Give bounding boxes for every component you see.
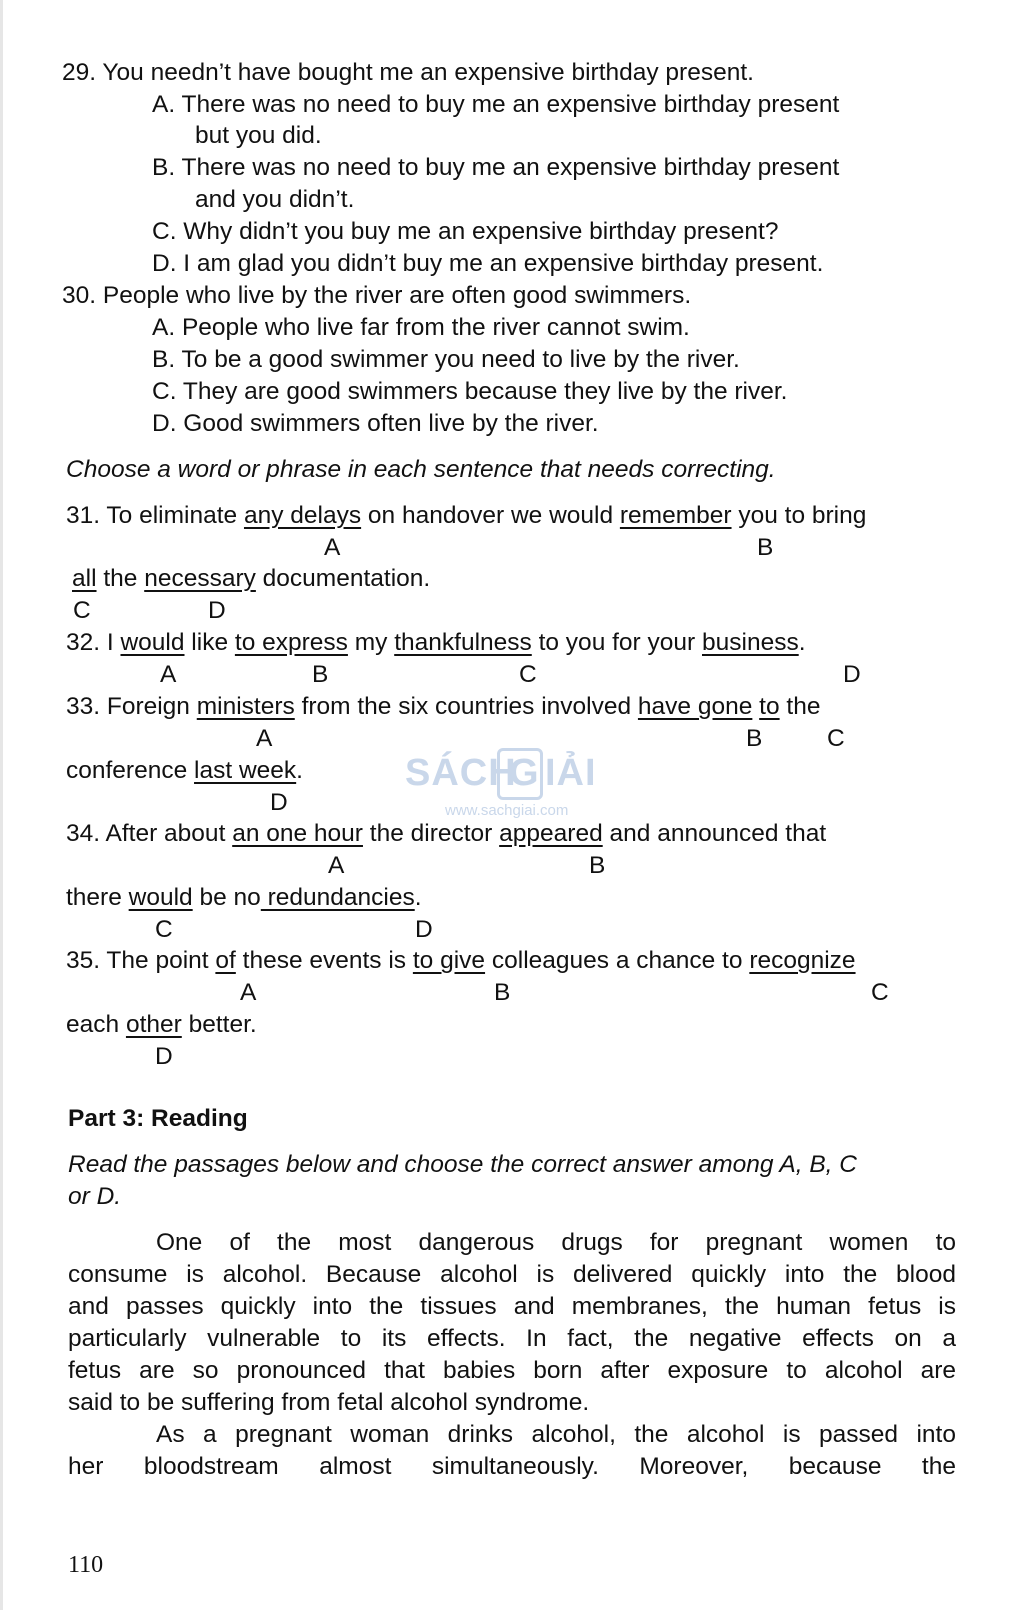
q33-label-b: B bbox=[746, 725, 763, 752]
q29-option-a-line1: A. There was no need to buy me an expensive birthday present bbox=[152, 91, 840, 118]
passage-line-5: fetus are so pronounced that babies born after exposure to alcohol are bbox=[68, 1357, 956, 1384]
reading-instruction-line2: or D. bbox=[68, 1183, 122, 1210]
passage-line-1: One of the most dangerous drugs for pregnant women to bbox=[156, 1229, 956, 1256]
q31-underline-a: any delays bbox=[243, 502, 362, 529]
q34-label-d: D bbox=[415, 916, 433, 943]
q29-option-b-line2: and you didn’t. bbox=[195, 186, 355, 213]
q34-label-a: A bbox=[328, 852, 345, 879]
q33-label-a: A bbox=[256, 725, 273, 752]
passage-line-7: As a pregnant woman drinks alcohol, the alcohol is passed into bbox=[156, 1421, 956, 1448]
q31-label-d: D bbox=[208, 597, 226, 624]
q31-underline-c: all bbox=[72, 565, 97, 592]
page-number: 110 bbox=[68, 1552, 104, 1578]
q32-line1: 32. I would like to express my thankfulness to you for your business. bbox=[66, 629, 806, 656]
q31-label-a: A bbox=[324, 534, 341, 561]
q33-line2: conference last week. bbox=[66, 757, 303, 784]
q35-line1: 35. The point of these events is to give colleagues a chance to recognize bbox=[66, 947, 856, 974]
q34-underline-b: appeared bbox=[499, 820, 603, 847]
q31-underline-b: remember bbox=[619, 502, 732, 529]
q30-option-a: A. People who live far from the river cannot swim. bbox=[152, 314, 690, 341]
q35-line2: each other better. bbox=[66, 1011, 257, 1038]
q34-label-b: B bbox=[589, 852, 606, 879]
q31-label-b: B bbox=[757, 534, 774, 561]
q33-underline-a: ministers bbox=[196, 693, 295, 720]
q30-option-d: D. Good swimmers often live by the river. bbox=[152, 410, 599, 437]
passage-line-3: and passes quickly into the tissues and membranes, the human fetus is bbox=[68, 1293, 956, 1320]
passage-line-8: her bloodstream almost simultaneously. Moreover, because the bbox=[68, 1453, 956, 1480]
q30-option-c: C. They are good swimmers because they live by the river. bbox=[152, 378, 788, 405]
q32-underline-d: business bbox=[702, 629, 799, 656]
passage-line-2: consume is alcohol. Because alcohol is delivered quickly into the blood bbox=[68, 1261, 956, 1288]
q30-stem: 30. People who live by the river are often good swimmers. bbox=[62, 282, 692, 309]
page-edge bbox=[0, 0, 3, 1610]
q34-underline-c: would bbox=[128, 884, 193, 911]
q29-option-c: C. Why didn’t you buy me an expensive birthday present? bbox=[152, 218, 779, 245]
q30-option-b: B. To be a good swimmer you need to live by the river. bbox=[152, 346, 740, 373]
q32-label-a: A bbox=[160, 661, 177, 688]
q29-option-a-line2: but you did. bbox=[195, 122, 322, 149]
q29-option-b-line1: B. There was no need to buy me an expensive birthday present bbox=[152, 154, 840, 181]
q32-underline-b: to express bbox=[234, 629, 348, 656]
watermark-url: www.sachgiai.com bbox=[445, 802, 569, 819]
q35-label-a: A bbox=[240, 979, 257, 1006]
q29-stem: 29. You needn’t have bought me an expensive birthday present. bbox=[62, 59, 754, 86]
q35-underline-c: recognize bbox=[749, 947, 856, 974]
q32-label-c: C bbox=[519, 661, 537, 688]
q35-label-b: B bbox=[494, 979, 511, 1006]
q33-underline-c: to bbox=[759, 693, 780, 720]
q31-line1: 31. To eliminate any delays on handover we would remember you to bring bbox=[66, 502, 867, 529]
q33-label-c: C bbox=[827, 725, 845, 752]
q35-underline-d: other bbox=[125, 1011, 182, 1038]
q35-underline-a: of bbox=[215, 947, 236, 974]
q34-label-c: C bbox=[155, 916, 173, 943]
q32-label-d: D bbox=[843, 661, 861, 688]
q31-label-c: C bbox=[73, 597, 91, 624]
q35-underline-b: to give bbox=[412, 947, 486, 974]
reading-instruction-line1: Read the passages below and choose the correct answer among A, B, C bbox=[68, 1151, 857, 1178]
q33-line1: 33. Foreign ministers from the six countries involved have gone to the bbox=[66, 693, 821, 720]
q32-underline-c: thankfulness bbox=[394, 629, 532, 656]
q33-underline-b: have gone bbox=[637, 693, 753, 720]
instruction-correcting: Choose a word or phrase in each sentence that needs correcting. bbox=[66, 456, 776, 483]
q34-underline-a: an one hour bbox=[232, 820, 363, 847]
watermark-logo: SÁCH G IẢI www.sachgiai.com bbox=[405, 752, 605, 822]
q33-label-d: D bbox=[270, 789, 288, 816]
q34-line1: 34. After about an one hour the director appeared and announced that bbox=[66, 820, 827, 847]
q29-option-d: D. I am glad you didn’t buy me an expensive birthday present. bbox=[152, 250, 824, 277]
q34-underline-d: redundancies bbox=[260, 884, 415, 911]
q34-line2: there would be no redundancies. bbox=[66, 884, 422, 911]
q33-underline-d: last week bbox=[194, 757, 297, 784]
q31-line2: all the necessary documentation. bbox=[72, 565, 431, 592]
passage-line-4: particularly vulnerable to its effects. In fact, the negative effects on a bbox=[68, 1325, 956, 1352]
q35-label-d: D bbox=[155, 1043, 173, 1070]
part3-heading: Part 3: Reading bbox=[68, 1105, 248, 1132]
q35-label-c: C bbox=[871, 979, 889, 1006]
q32-underline-a: would bbox=[120, 629, 185, 656]
passage-line-6: said to be suffering from fetal alcohol syndrome. bbox=[68, 1389, 590, 1416]
q32-label-b: B bbox=[312, 661, 329, 688]
q31-underline-d: necessary bbox=[144, 565, 256, 592]
